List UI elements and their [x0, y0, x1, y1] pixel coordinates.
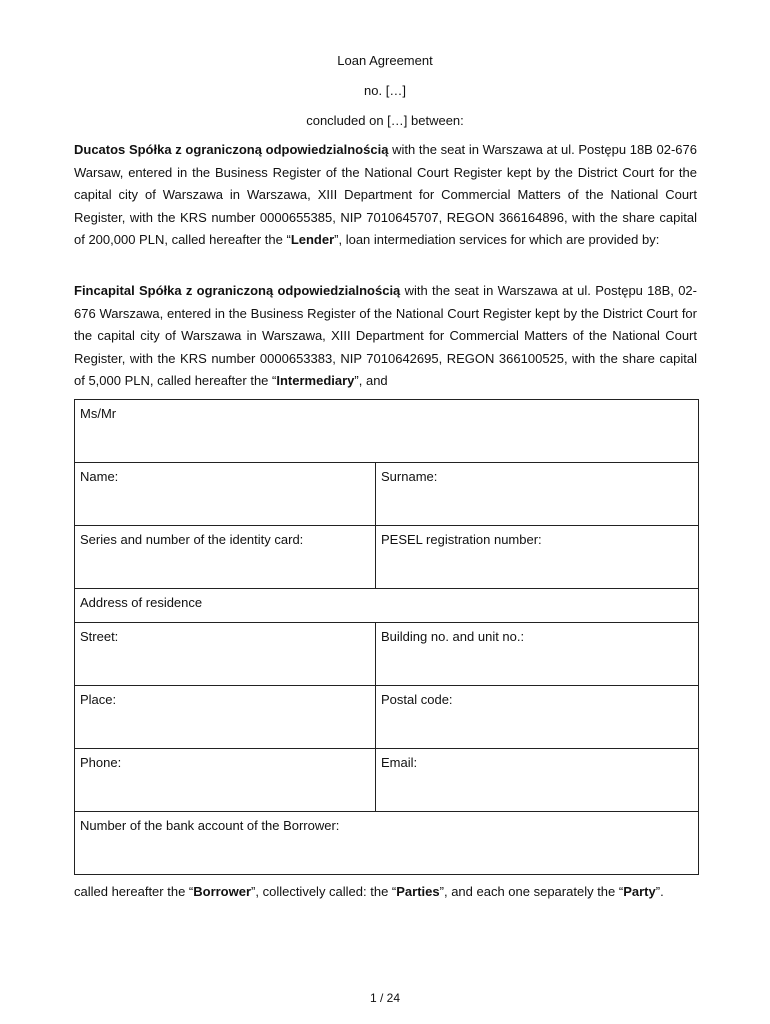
- lender-name: Ducatos Spółka z ograniczoną odpowiedzialnością: [74, 142, 389, 157]
- email-field[interactable]: [376, 749, 699, 812]
- parties-term: Parties: [396, 884, 440, 899]
- name-label: Name:: [80, 469, 119, 484]
- id-row: [75, 526, 699, 589]
- address-header-cell: [75, 589, 699, 623]
- closing-paragraph: [74, 881, 697, 904]
- pesel-label: PESEL registration number:: [381, 532, 542, 547]
- address-label: Address of residence: [80, 595, 203, 610]
- name-field[interactable]: [75, 463, 376, 526]
- postal-code-label: Postal code:: [381, 692, 453, 707]
- intermediary-name: Fincapital Spółka z ograniczoną odpowiedzialnością: [74, 283, 401, 298]
- email-label: Email:: [381, 755, 418, 770]
- phone-field[interactable]: [75, 749, 376, 812]
- bank-account-label: Number of the bank account of the Borrower:: [80, 818, 340, 833]
- building-label: Building no. and unit no.:: [381, 629, 525, 644]
- place-label: Place:: [80, 692, 117, 707]
- bank-account-field[interactable]: [75, 812, 699, 875]
- place-field[interactable]: [75, 686, 376, 749]
- address-header-row: [75, 589, 699, 623]
- agreement-number: no. […]: [364, 83, 406, 98]
- street-row: [75, 623, 699, 686]
- building-field[interactable]: [376, 623, 699, 686]
- phone-label: Phone:: [80, 755, 122, 770]
- closing-text-3: ”, and each one separately the “: [439, 884, 624, 899]
- surname-label: Surname:: [381, 469, 438, 484]
- intermediary-paragraph: [74, 280, 697, 393]
- postal-code-field[interactable]: [376, 686, 699, 749]
- lender-text-2: ”, loan intermediation services for which are provided by:: [334, 232, 660, 248]
- title-row: [75, 400, 699, 463]
- lender-paragraph: [74, 139, 697, 252]
- concluded-line: concluded on […] between:: [306, 113, 464, 128]
- id-card-label: Series and number of the identity card:: [80, 532, 304, 547]
- street-field[interactable]: [75, 623, 376, 686]
- document-title: Loan Agreement: [337, 53, 433, 68]
- closing-text-2: ”, collectively called: the “: [251, 884, 397, 899]
- page-indicator: 1 / 24: [369, 991, 401, 1005]
- closing-text-4: ”.: [655, 884, 664, 899]
- intermediary-text-2: ”, and: [354, 373, 388, 389]
- street-label: Street:: [80, 629, 119, 644]
- place-row: [75, 686, 699, 749]
- closing-text-1: called hereafter the “: [74, 884, 194, 899]
- intermediary-role: Intermediary: [276, 373, 355, 389]
- borrower-form-table: [74, 399, 699, 875]
- title-field[interactable]: [75, 400, 699, 463]
- party-term: Party: [623, 884, 656, 899]
- borrower-term: Borrower: [193, 884, 252, 899]
- contact-row: [75, 749, 699, 812]
- title-label: Ms/Mr: [80, 406, 117, 421]
- surname-field[interactable]: [376, 463, 699, 526]
- pesel-field[interactable]: [376, 526, 699, 589]
- bank-row: [75, 812, 699, 875]
- intermediary-text-1: with the seat in Warszawa at ul. Postępu 18B, 02-676 Warszawa, entered in the Business Register of the National Court Register kept by the District Court for the capital city of Warszawa in Warszawa, XIII Department for Commercial Matters of the National Court Register, with the KRS number 0000653383, NIP 7010642695, REGON 366100525, with the share capital of 5,000 PLN, called hereafter the “: [74, 283, 697, 389]
- id-card-field[interactable]: [75, 526, 376, 589]
- lender-role: Lender: [290, 232, 335, 248]
- lender-text-1: with the seat in Warszawa at ul. Postępu 18B 02-676 Warsaw, entered in the Business Register of the National Court Register kept by the District Court for the capital city of Warszawa in Warszawa, XIII Department for Commercial Matters of the National Court Register, with the KRS number 0000655385, NIP 7010645707, REGON 366164896, with the share capital of 200,000 PLN, called hereafter the “: [74, 142, 697, 248]
- name-row: [75, 463, 699, 526]
